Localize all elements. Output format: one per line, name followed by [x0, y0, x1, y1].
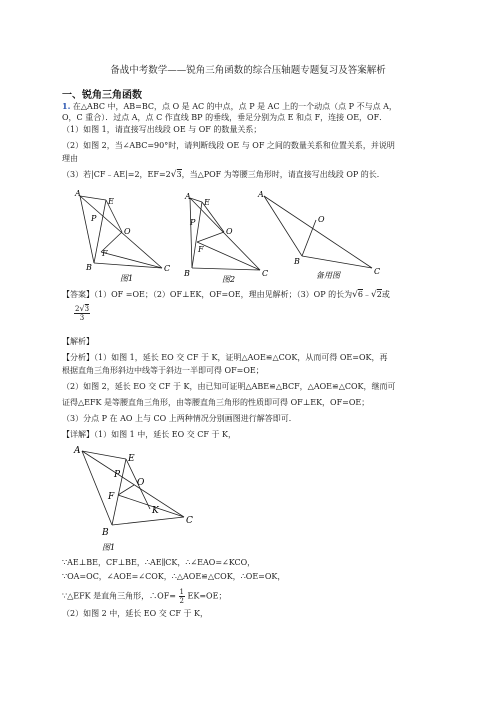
question-text-6a: （3）若|CF﹣AE|=2，EF=2 [62, 170, 171, 179]
label-A: A [185, 192, 191, 201]
label-P: P [91, 214, 97, 223]
label-E: E [108, 197, 114, 206]
label-O: O [226, 227, 233, 236]
fenxi-line-1 [62, 352, 442, 364]
analysis-label: 【解析】 [62, 337, 94, 346]
label-P: P [190, 218, 196, 227]
label-K: K [152, 506, 159, 516]
answer-or: 或 [381, 290, 390, 299]
figure-solution-1-caption: 图1 [102, 543, 116, 552]
label-B: B [86, 263, 92, 272]
figure-1 [74, 188, 184, 284]
question-radicand: 3 [176, 170, 182, 179]
label-C: C [374, 267, 381, 276]
label-B: B [294, 257, 300, 266]
question-text-6c: ，当△POF 为等腰三角形时，请直接写出线段 OP 的长． [181, 170, 385, 179]
question-line-5: 理由 [62, 154, 78, 163]
answer-line: 【答案】（1）OF =OE；（2）OF⊥EK，OF=OE，理由见解析；（3）OP 的长为√6﹣√2或 [62, 290, 390, 300]
answer-fraction: $\frac{2√3}{3}$ [75, 304, 90, 322]
label-O: O [318, 215, 325, 224]
question-line-6: （3）若|CF﹣AE|=2，EF=2√3，当△POF 为等腰三角形时，请直接写出线段 OP 的长． [62, 170, 385, 180]
label-A: A [74, 446, 81, 456]
fenxi-line-5: （3）分点 P 在 AO 上与 CO 上两种情况分别画图进行解答即可． [62, 414, 297, 423]
solution-line-3 [62, 588, 442, 605]
document-title: 备战中考数学——锐角三角函数的综合压轴题专题复习及答案解析 [110, 65, 386, 76]
question-line-2: O，C 重合）．过点 A，点 C 作直线 BP 的垂线，垂足分别为点 E 和点 F，连接 OE，OF． [62, 113, 388, 122]
label-C: C [262, 269, 269, 278]
fenxi-line-2: 根据直角三角形斜边中线等于斜边一半即可得 OF=OE； [62, 366, 264, 375]
figure-spare-caption: 备用图 [316, 271, 340, 280]
label-F: F [198, 245, 204, 254]
label-F: F [108, 492, 115, 502]
answer-sqrt6: 6 [357, 290, 364, 299]
label-B: B [184, 269, 190, 278]
fenxi-text-1: （1）如图 1，延长 EO 交 CF 于 K，证明△AOE≌△COK，从而可得 OE=OK，再 [94, 353, 388, 362]
label-A: A [75, 189, 81, 198]
frac-denominator: 2 [179, 597, 184, 605]
fenxi-label: 【分析】 [62, 353, 94, 362]
label-C: C [164, 264, 171, 273]
label-P: P [114, 470, 121, 480]
figure-2-caption: 图2 [222, 275, 236, 284]
xiangjie-line [62, 429, 442, 441]
answer-frac-den: 3 [79, 314, 85, 322]
label-B: B [102, 528, 109, 538]
figure-1-caption: 图1 [120, 274, 134, 283]
solution-text-3b: EK=OE； [187, 591, 227, 601]
solution-line-4: （2）如图 2 中，延长 EO 交 CF 于 K， [62, 609, 209, 618]
solution-line-1: ∵AE⊥BE，CF⊥BE，∴AE∥CK，∴∠EAO=∠KCO， [62, 558, 256, 567]
xiangjie-label: 【详解】 [62, 430, 94, 439]
label-E: E [128, 454, 135, 464]
xiangjie-text: （1）如图 1 中，延长 EO 交 CF 于 K， [94, 430, 237, 439]
answer-frac-coef: 2 [75, 305, 80, 313]
answer-label: 【答案】 [62, 290, 94, 299]
label-E: E [204, 198, 210, 207]
label-O: O [124, 227, 131, 236]
section-heading: 一、锐角三角函数 [62, 90, 142, 101]
fenxi-line-3: （2）如图 2，延长 EO 交 CF 于 K，由已知可证明△ABE≌△BCF，△AOE≌△COK，继而可 [62, 382, 396, 391]
question-number: 1. [62, 101, 71, 111]
solution-line-2: ∵OA=OC，∠AOE=∠COK，∴△AOE≌△COK，∴OE=OK， [62, 572, 286, 581]
figure-spare [256, 190, 386, 284]
figure-solution-1 [72, 443, 212, 555]
question-text-1: 在△ABC 中，AB=BC，点 O 是 AC 的中点，点 P 是 AC 上的一个动点（点 P 不与点 A， [72, 102, 397, 111]
question-line-4: （2）如图 2，当∠ABC=90°时，请判断线段 OE 与 OF 之间的数量关系和位置关系，并说明 [62, 141, 395, 150]
question-line-3: （1）如图 1，请直接写出线段 OE 与 OF 的数量关系； [62, 125, 262, 134]
label-A: A [258, 190, 264, 199]
frac-numerator: 1 [179, 588, 184, 596]
label-C: C [186, 516, 193, 526]
label-F: F [102, 249, 108, 258]
answer-minus: ﹣ [363, 290, 372, 299]
answer-text: （1）OF =OE；（2）OF⊥EK，OF=OE，理由见解析；（3）OP 的长为 [94, 290, 353, 299]
fenxi-line-4: 证得△EFK 是等腰直角三角形，由等腰直角三角形的性质即可得 OF⊥EK，OF=OE； [62, 398, 370, 407]
solution-text-3a: ∵△EFK 是直角三角形，∴OF= [62, 591, 176, 601]
answer-frac-radicand: 3 [84, 305, 90, 313]
answer-sqrt2: 2 [376, 290, 382, 299]
label-O: O [137, 478, 145, 488]
